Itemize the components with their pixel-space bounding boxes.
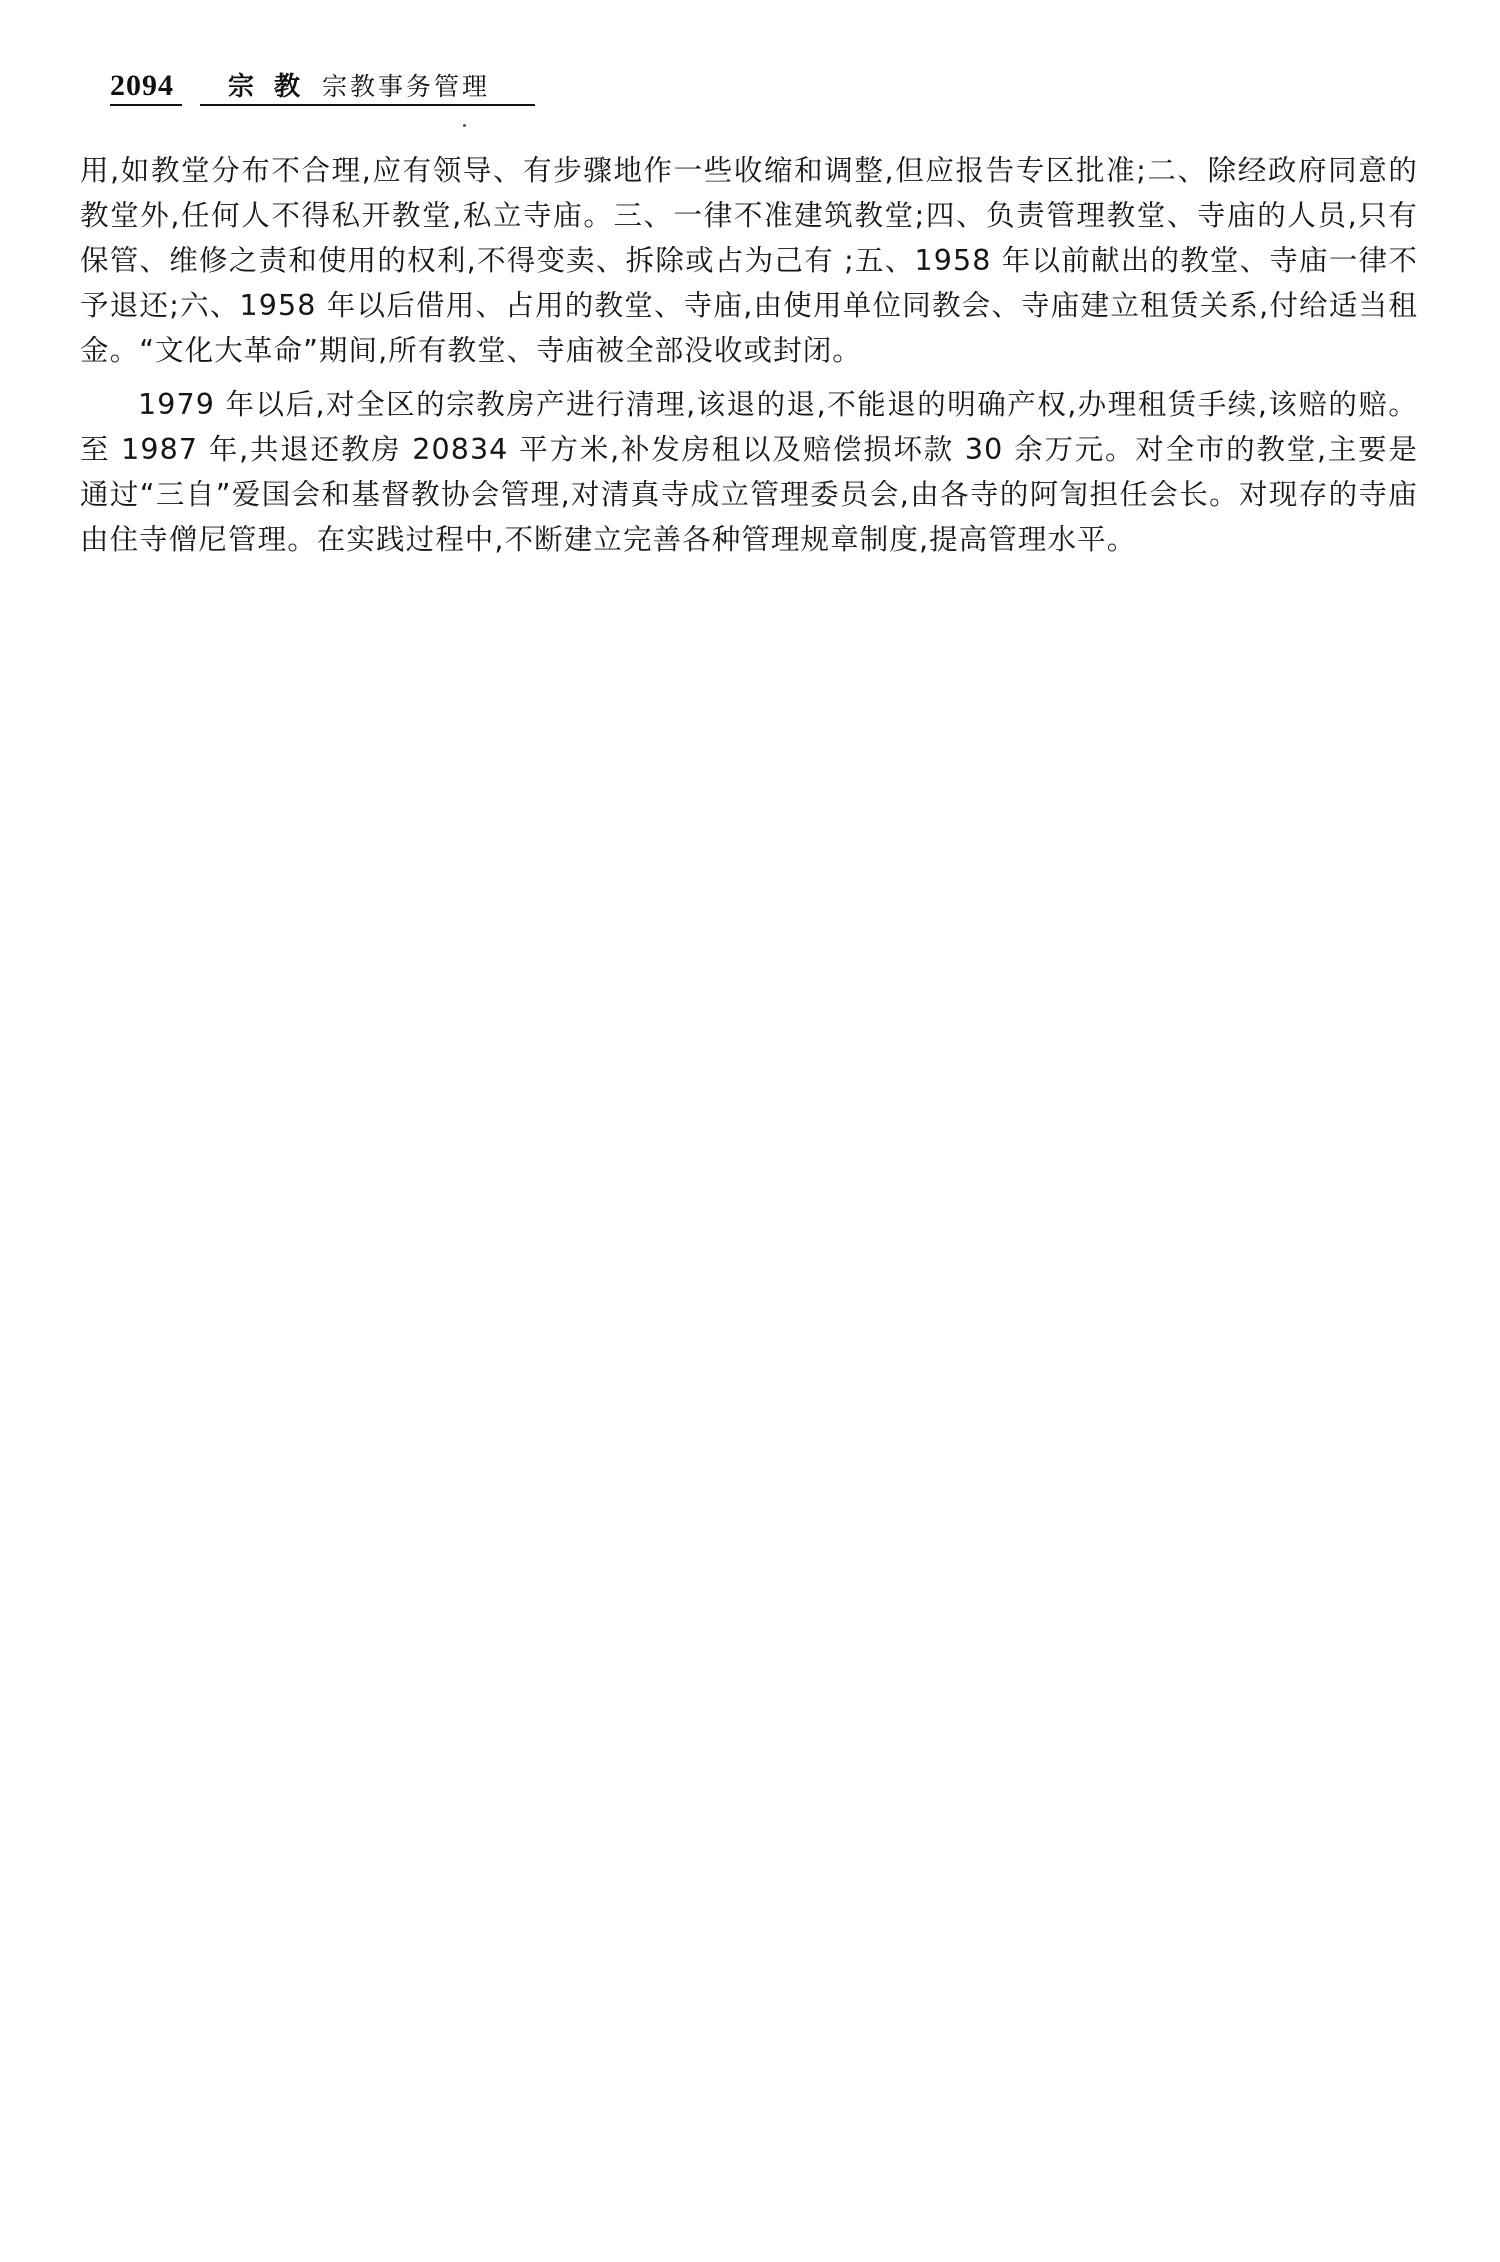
paragraph: 1979 年以后,对全区的宗教房产进行清理,该退的退,不能退的明确产权,办理租赁手续,该赔的赔。至 1987 年,共退还教房 20834 平方米,补发房租以及赔偿损坏款 30 余万元。对全市的教堂,主要是通过“三自”爱国会和基督教协会管理,对清真寺成立管理委员会,由各寺的阿訇担任会长。对现存的寺庙由住寺僧尼管理。在实践过程中,不断建立完善各种管理规章制度,提高管理水平。 — [80, 388, 1418, 556]
header-rule — [110, 104, 535, 106]
section-title: 宗教 — [228, 72, 321, 102]
running-header — [110, 66, 490, 106]
page-number: 2094 — [110, 69, 174, 102]
header-rule-gap — [182, 101, 200, 107]
body-text — [80, 148, 1418, 562]
scan-speck — [463, 124, 466, 127]
subsection-title: 宗教事务管理 — [322, 72, 491, 101]
paragraph: 用,如教堂分布不合理,应有领导、有步骤地作一些收缩和调整,但应报告专区批准;二、除经政府同意的教堂外,任何人不得私开教堂,私立寺庙。三、一律不准建筑教堂;四、负责管理教堂、寺庙的人员,只有保管、维修之责和使用的权利,不得变卖、拆除或占为己有 ;五、1958 年以前献出的教堂、寺庙一律不予退还;六、1958 年以后借用、占用的教堂、寺庙,由使用单位同教会、寺庙建立租赁关系,付给适当租金。“文化大革命”期间,所有教堂、寺庙被全部没收或封闭。 — [80, 154, 1418, 367]
